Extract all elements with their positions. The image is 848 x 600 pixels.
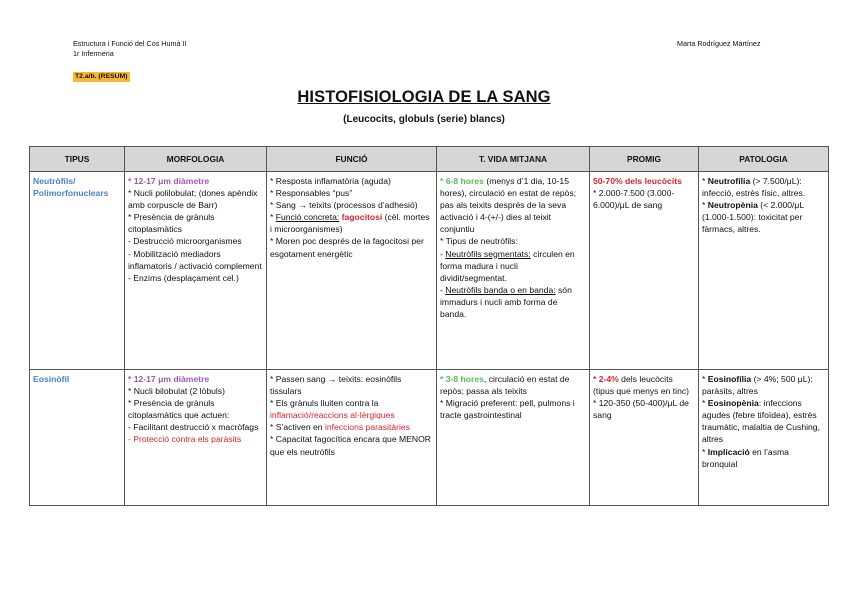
bullet: * — [702, 200, 708, 211]
cell-vida — [437, 370, 590, 506]
highlight-text: * 6-8 hores — [440, 176, 484, 186]
vida-line: * Migració preferent: pell, pulmons i tracte gastrointestinal — [440, 398, 575, 421]
morfologia-line: * Presència de grànuls citoplasmàtics — [128, 212, 215, 235]
size-text: * 12-17 μm diàmetre — [128, 176, 210, 186]
morfologia-line: * Nucli polilobulat; (dones apèndix amb corpuscle de Barr) — [128, 188, 258, 211]
patologia-label: Neutropènia — [707, 200, 758, 211]
program-name: 1r Infermeria — [73, 49, 114, 58]
page-subtitle: (Leucocits, globuls (serie) blancs) — [343, 114, 505, 125]
cell-morfologia — [125, 370, 267, 506]
highlight-text: * 2-4% — [593, 374, 619, 384]
patologia-line — [702, 175, 825, 199]
promig-text: * 120-350 (50-400)/μL de sang — [593, 398, 689, 421]
funcio-line: * Capacitat fagocítica encara que MENOR que els neutròfils — [270, 434, 431, 457]
vida-text: circulen en forma madura i nucli dividit/segmentat. — [440, 248, 575, 283]
highlight-text: fagocitosi — [339, 212, 383, 223]
funcio-line — [270, 421, 433, 433]
section-tag: T2.a/b. (RESUM) — [75, 73, 128, 80]
patologia-text: (> 7.500/μL): infecció, estrès físic, altres. — [702, 176, 806, 199]
funcio-line: * Resposta inflamatòria (aguda) — [270, 176, 391, 186]
vida-text: són immadurs i nucli amb forma de banda. — [440, 284, 572, 320]
bullet: * — [702, 176, 708, 186]
morfologia-line: * Presència de grànuls citoplasmàtics que actuen: — [128, 398, 230, 421]
page-title: HISTOFISIOLOGIA DE LA SANG — [297, 88, 551, 106]
bullet: * — [702, 398, 708, 409]
cell-morfologia — [125, 172, 267, 370]
funcio-text: (cèl. mortes i microorganismes) — [270, 212, 430, 235]
morfologia-line: * Nucli bilobulat (2 lòbuls) — [128, 386, 225, 397]
patologia-label: Neutrofília — [707, 176, 751, 186]
cell-patologia — [699, 172, 829, 370]
patologia-text: : infeccions agudes (febre tifoïdea), estrès traumàtic, malaltia de Cushing, altres — [702, 398, 820, 445]
patologia-line — [702, 199, 825, 235]
cell-promig — [590, 370, 699, 506]
bullet: * — [702, 374, 708, 384]
morfologia-line: - Mobilització mediadors inflamatoris / activació complement — [128, 248, 262, 271]
funcio-line — [270, 211, 433, 235]
cell-tipus — [30, 172, 125, 370]
patologia-line — [702, 397, 825, 445]
vida-line — [440, 175, 586, 235]
vida-text: (menys d’1 dia, 10-15 hores), circulació en estat de repòs; pas als teixits després de la seva activació i 4-(+/-) dies al teixit conjuntiu — [440, 176, 577, 235]
cell-patologia — [699, 370, 829, 506]
tipus-label: Eosinòfil — [33, 374, 70, 384]
funcio-line: * Passen sang → teixits: eosinòfils tissulars — [270, 374, 402, 397]
patologia-text: (< 2.000/μL (1.000-1.500): toxicitat per fàrmacs, altres. — [702, 200, 804, 235]
cell-tipus — [30, 370, 125, 506]
vida-line: * Tipus de neutròfils: — [440, 236, 518, 247]
highlight-text: infeccions parasitàries — [324, 422, 410, 433]
patologia-label: Eosinopènia — [707, 398, 759, 409]
funcio-text: * Els grànuls lluiten contra la — [270, 398, 379, 409]
course-name: Estructura i Funció del Cos Humà II — [73, 39, 187, 48]
morfologia-line: - Enzims (desplaçament cel.) — [128, 272, 239, 283]
highlight-text: 50-70% dels leucòcits — [593, 176, 682, 186]
col-header-patologia: PATOLOGIA — [699, 147, 829, 172]
cell-funcio — [267, 172, 437, 370]
vida-line — [440, 284, 586, 320]
size-text: * 12-17 μm diàmetre — [128, 374, 210, 384]
morfologia-line: - Protecció contra els paràsits — [128, 434, 242, 445]
patologia-line — [702, 373, 825, 397]
cell-vida — [437, 172, 590, 370]
funcio-line: * Responsables “pus” — [270, 188, 353, 199]
funcio-text: * S’activen en — [270, 422, 325, 433]
col-header-morfologia: MORFOLOGIA — [125, 147, 267, 172]
author-name: Marta Rodríguez Martínez — [677, 39, 761, 48]
funcio-line — [270, 397, 433, 421]
leukocyte-table — [29, 146, 829, 506]
col-header-funcio: FUNCIÓ — [267, 147, 437, 172]
header-left — [73, 39, 186, 59]
patologia-label: Eosinofília — [707, 374, 752, 384]
morfologia-line: - Destrucció microorganismes — [128, 236, 242, 247]
vida-line — [440, 248, 586, 284]
patologia-label: Implicació — [707, 446, 750, 457]
col-header-tipus: TIPUS — [30, 147, 125, 172]
bullet: - — [440, 284, 446, 295]
vida-label: Neutròfils segmentats: — [445, 248, 531, 259]
funcio-label: Funció concreta: — [275, 212, 340, 223]
col-header-vida: T. VIDA MITJANA — [437, 147, 590, 172]
cell-funcio — [267, 370, 437, 506]
vida-text: , circulació en estat de repòs; passa als teixits — [440, 374, 570, 397]
promig-line — [593, 373, 695, 397]
patologia-text: (> 4%; 500 μL): paràsits, altres — [702, 374, 813, 397]
funcio-line: * Sang → teixits (processos d’adhesió) — [270, 200, 418, 211]
highlight-text: * 3-8 hores — [440, 374, 484, 384]
tipus-label: Neutròfils/ Polimorfonuclears — [33, 176, 109, 199]
bullet: - — [440, 248, 446, 259]
highlight-text: inflamació/reaccions al·lèrgiques — [270, 410, 395, 421]
morfologia-line: - Facilitant destrucció x macròfags — [128, 422, 259, 433]
promig-text: dels leucòcits (tipus que menys en tinc) — [593, 374, 690, 397]
table-row — [30, 172, 829, 370]
funcio-line: * Moren poc després de la fagocitosi per esgotament energètic — [270, 236, 424, 259]
vida-line — [440, 373, 586, 397]
table-row — [30, 370, 829, 506]
patologia-text: en l’asma bronquial — [702, 446, 789, 469]
bullet: * — [702, 446, 708, 457]
bullet: * — [270, 212, 276, 223]
promig-text: * 2.000-7.500 (3.000-6.000)/μL de sang — [593, 188, 675, 211]
patologia-line — [702, 446, 825, 470]
table-header-row — [30, 147, 829, 172]
col-header-promig: PROMIG — [590, 147, 699, 172]
cell-promig — [590, 172, 699, 370]
vida-label: Neutròfils banda o en banda: — [445, 284, 556, 295]
